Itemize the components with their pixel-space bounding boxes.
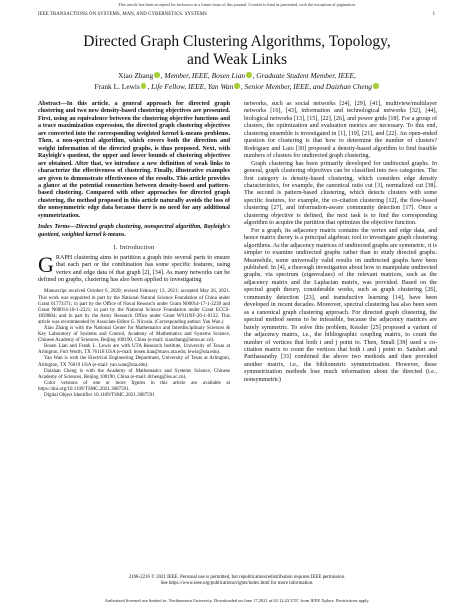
copyright-line-1: 2168-2216 © 2021 IEEE. Personal use is permitted, but republication/redistribution requires IEEE permission. <box>128 575 346 580</box>
footnote: Manuscript received October 6, 2020; revised February 13, 2021; accepted May 26, 2021. This work was supported in part by the National Natural Science Foundation of China under Grant 61773371; in part by the Office of Naval Research under Grant N00014-17-1-2239 and Grant N00014-18-1-2221; in part by the National Science Foundation under Grant ECCS-1839804; and in part by the Army Research Office under Grant W911NF-20-1-0132. This article was recommended by Associate Editor G. Nicosia. (Corresponding author: Yan Wan.) <box>38 289 230 325</box>
intro-paragraph <box>38 251 230 285</box>
author-name: Frank L. Lewis <box>94 82 140 91</box>
drop-cap: G <box>38 251 54 277</box>
author-list <box>0 70 474 92</box>
footnotes <box>38 289 230 399</box>
author-role: , Life Fellow, IEEE, Yan Wan <box>147 82 234 91</box>
body-paragraph: networks, such as social networks [24], [29], [41], multiview/multilayer networks [16], [43], information and technological networks [32], [44], biological networks [13], [15], [22], [26], and power grids [18]. For a group of clusters, the optimization and evaluation metrics are necessary. To this end, clustering ensemble is investigated in [1], [19], [21], and [22]. An open-ended question for clustering is that how to determine the number of clusters? Rodriguez and Laio [30] proposed a density-based algorithm to find feasible numbers of clusters for undirected graph clustering. <box>244 101 437 160</box>
right-column <box>244 101 437 384</box>
author-name: Xiao Zhang <box>118 71 154 80</box>
footnote[interactable]: Color versions of one or more figures in this article are available at https://doi.org/10.1109/TSMC.2021.3087591. <box>38 380 230 392</box>
paper-title <box>0 33 474 68</box>
orcid-icon[interactable] <box>246 72 252 78</box>
section-heading: I. Introduction <box>113 244 155 252</box>
title-line-2: and Weak Links <box>186 50 288 68</box>
body-paragraph: For a graph, its adjacency matrix contains the vertex and edge data, and hence matrix theory is a principal algebraic tool to investigate graph clustering algorithms. As the adjacency matrices of undirected graphs are symmetric, it is simpler to examine undirected graphs rather than to study directed graphs. Meanwhile, some universally valid results on undirected graphs have been published. In [4], a thorough investigation about how to manipulate undirected graphs, via spectrum (eigenvalues) of the relevant matrices, such as the adjacency matrix and the Laplacian matrix, was provided. Based on the spectral graph theory, considerable works, such as graph clustering [26], community detection [23], and transductive learning [14], have been developed in recent decades. Moreover, spectral clustering has also been seen as a canonical graph clustering approach. For directed graph clustering, the spectral method seems to be infeasible, because the adjacency matrices are barely symmetric. To solve this problem, Kessler [25] proposed a variant of the adjacency matrix, i.e., the bibliographic coupling matrix, to count the number of vertices that both i and j point to. Then, Small [39] used a co-citation matrix to count the vertices that both i and j point to. Satuluri and Parthasarathy [33] combined the above two methods and then provided another matrix, i.e., the bibliometric symmetrization. However, these symmetrization methods lose much information about the directed (i.e., nonsymmetric) <box>244 227 437 383</box>
body-paragraph: Graph clustering has been primarily developed for undirected graphs. In general, graph clustering objectives can be classified into two categories. The first category is density-based clustering, which considers edge density characteristics, for example, the canonical ratio cut [3], normalized cut [38]. The second is pattern-based clustering, which detects clusters with some specific features, for example, the co-citation clustering [12], the flow-based clustering [27], and information-aware community detection [17]. Once a clustering objective is defined, the next task is to find the corresponding algorithm to acquire the partition that optimizes the objective function. <box>244 160 437 227</box>
footnote: Digital Object Identifier 10.1109/TSMC.2021.3087591 <box>44 393 155 399</box>
index-terms-text: Index Terms—Directed graph clustering, nonspectral algorithm, Rayleigh's quotient, weighted kernel k-means. <box>38 224 230 238</box>
left-column <box>38 101 230 399</box>
license-bar: Authorized licensed use limited to: Northeastern University. Downloaded on June 17,2021 at 02:12:23 UTC from IEEE Xplore. Restrictions apply. <box>104 598 370 603</box>
intro-text: RAPH clustering aims to partition a graph into several parts to ensure that each part or the combination has some specific features, using vertex and edge data of that graph [2], [34]. As many networks can be defined on graphs, clustering has also been applied to investigating <box>38 254 230 283</box>
footnote: Xiao Zhang is with the National Center for Mathematics and Interdisciplinary Sciences & Key Laboratory of Systems and Control, Academy of Mathematics and Systems Science, Chinese Academy of Sciences, Beijing 100190, China (e-mail: xiaozhang@amss.ac.cn). <box>38 325 230 344</box>
authors-line-1 <box>0 70 474 81</box>
title-line-1: Directed Graph Clustering Algorithms, Topology, <box>83 33 391 50</box>
orcid-icon[interactable] <box>154 72 160 78</box>
author-role: , Senior Member, IEEE, and Daizhan Cheng <box>240 82 372 91</box>
copyright-notice <box>0 575 474 588</box>
authors-line-2 <box>0 81 474 92</box>
journal-header: IEEE TRANSACTIONS ON SYSTEMS, MAN, AND CYBERNETICS: SYSTEMS <box>38 12 208 17</box>
footnote: Bosen Lian and Frank L. Lewis are with UTA Research Institute, University of Texas at Arlington, Fort Worth, TX 76118 USA (e-mail: bosen.lian@mavs.uta.edu; lewis@uta.edu). <box>38 344 230 356</box>
author-role: , Graduate Student Member, IEEE, <box>252 71 356 80</box>
orcid-icon[interactable] <box>234 83 240 89</box>
abstract <box>38 101 230 220</box>
orcid-icon[interactable] <box>141 83 147 89</box>
footnote: Daizhan Cheng is with the Academy of Mathematics and Systems Science, Chinese Academy of Sciences, Beijing 100190, China (e-mail: dcheng@iss.ac.cn). <box>38 368 230 380</box>
index-terms <box>38 224 230 239</box>
page-number: 1 <box>432 12 435 17</box>
abstract-text: Abstract—In this article, a general approach for directed graph clustering and two new density-based clustering objectives are presented. First, using an equivalence between the clustering objective functions and a trace maximization expression, the directed graph clustering objectives are converted into the corresponding weighted kernel k-means problems. Then, a non-spectral algorithm, which covers both the direction and weight information of the directed graphs, is thus proposed. Next, with Rayleigh's quotient, the upper and lower bounds of clustering objectives are obtained. After that, we introduce a new definition of weak links to characterize the effectiveness of clustering. Finally, illustrative examples are given to demonstrate effectiveness of the results. This article provides a glance at the potential connection between density-based and pattern-based clustering. Compared with other approaches for directed graph clustering, the method proposed in this article naturally avoids the loss of the nonsymmetric edge data because there is no need for any additional symmetrization. <box>38 101 230 219</box>
footnote: Yan Wan is with the Electrical Engineering Department, University of Texas at Arlington, Arlington, TX 76019 USA (e-mail: yan.wan@uta.edu). <box>38 356 230 368</box>
copyright-line-2[interactable]: See https://www.ieee.org/publications/rights/index.html for more information. <box>160 581 314 587</box>
orcid-icon[interactable] <box>373 83 379 89</box>
author-role: , Member, IEEE, Bosen Lian <box>160 71 246 80</box>
top-note: This article has been accepted for inclusion in a future issue of this journal. Content is final as presented, with the exception of pagination. <box>118 2 356 7</box>
